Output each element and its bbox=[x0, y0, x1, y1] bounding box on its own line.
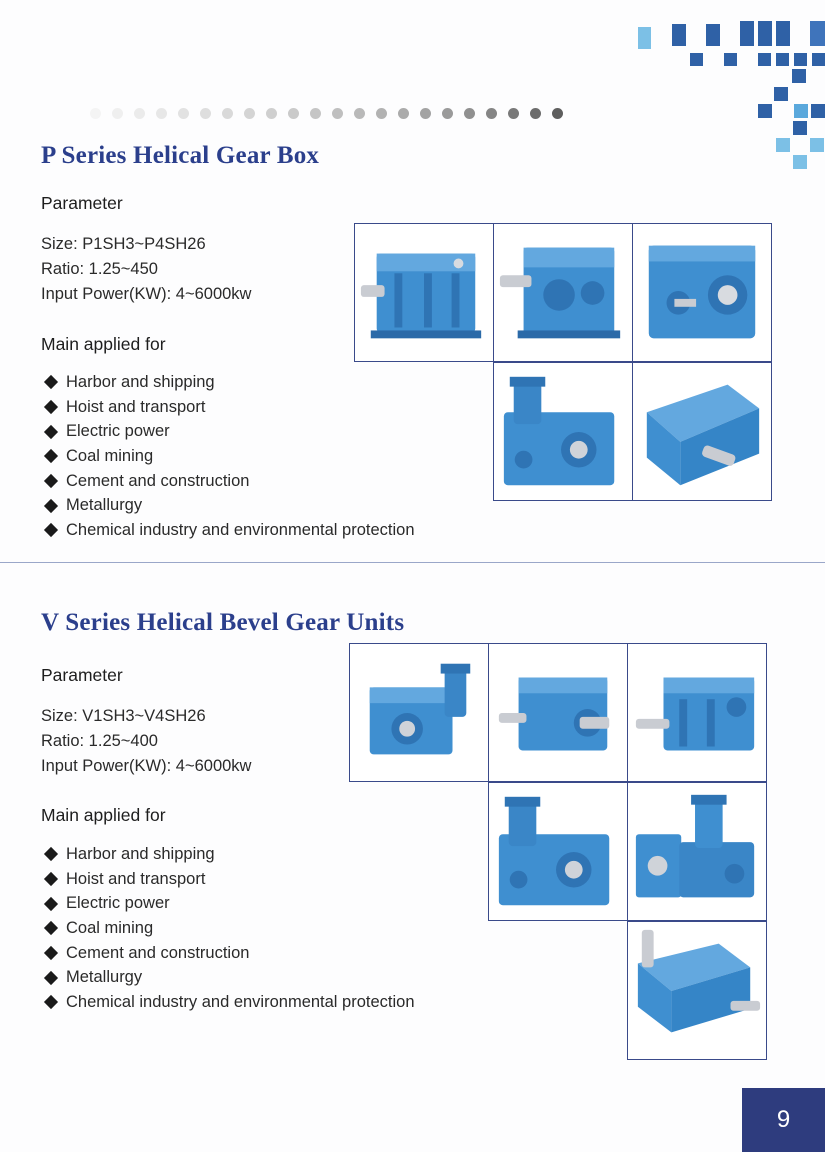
v-series-gearbox-photo-4 bbox=[488, 782, 628, 921]
list-item: Electric power bbox=[43, 891, 415, 916]
p-series-size: Size: P1SH3~P4SH26 bbox=[41, 235, 206, 253]
p-series-applied-heading: Main applied for bbox=[41, 334, 166, 354]
diamond-bullet-icon bbox=[44, 946, 58, 960]
diamond-bullet-icon bbox=[44, 971, 58, 985]
v-series-application-list bbox=[43, 842, 415, 1015]
p-series-gearbox-photo-1 bbox=[354, 223, 494, 362]
diamond-bullet-icon bbox=[44, 995, 58, 1009]
v-series-parameter-heading: Parameter bbox=[41, 665, 123, 685]
list-item: Cement and construction bbox=[43, 941, 415, 966]
list-item: Hoist and transport bbox=[43, 867, 415, 892]
v-series-parameters bbox=[41, 704, 251, 779]
v-series-applied-heading: Main applied for bbox=[41, 805, 166, 825]
p-series-gearbox-photo-5 bbox=[632, 362, 772, 501]
list-item: Harbor and shipping bbox=[43, 842, 415, 867]
diamond-bullet-icon bbox=[44, 449, 58, 463]
diamond-bullet-icon bbox=[44, 847, 58, 861]
diamond-bullet-icon bbox=[44, 897, 58, 911]
p-series-parameter-heading: Parameter bbox=[41, 193, 123, 213]
v-series-input-power: Input Power(KW): 4~6000kw bbox=[41, 757, 252, 775]
diamond-bullet-icon bbox=[44, 400, 58, 414]
list-item: Harbor and shipping bbox=[43, 370, 415, 395]
list-item: Coal mining bbox=[43, 916, 415, 941]
v-series-ratio: Ratio: 1.25~400 bbox=[41, 732, 158, 750]
list-item: Coal mining bbox=[43, 444, 415, 469]
diamond-bullet-icon bbox=[44, 474, 58, 488]
list-item: Metallurgy bbox=[43, 965, 415, 990]
diamond-bullet-icon bbox=[44, 872, 58, 886]
v-series-title: V Series Helical Bevel Gear Units bbox=[41, 609, 405, 636]
list-item: Chemical industry and environmental protection bbox=[43, 518, 415, 543]
diamond-bullet-icon bbox=[44, 523, 58, 537]
p-series-gearbox-photo-3 bbox=[632, 223, 772, 362]
p-series-ratio: Ratio: 1.25~450 bbox=[41, 260, 158, 278]
v-series-size: Size: V1SH3~V4SH26 bbox=[41, 707, 206, 725]
list-item: Metallurgy bbox=[43, 493, 415, 518]
list-item: Cement and construction bbox=[43, 469, 415, 494]
v-series-gearbox-photo-2 bbox=[488, 643, 628, 782]
p-series-input-power: Input Power(KW): 4~6000kw bbox=[41, 285, 252, 303]
p-series-gearbox-photo-4 bbox=[493, 362, 633, 501]
section-divider bbox=[0, 562, 825, 563]
decorative-dot-row bbox=[90, 108, 570, 122]
p-series-gearbox-photo-2 bbox=[493, 223, 633, 362]
list-item: Hoist and transport bbox=[43, 395, 415, 420]
diamond-bullet-icon bbox=[44, 375, 58, 389]
v-series-gearbox-photo-5 bbox=[627, 782, 767, 921]
diamond-bullet-icon bbox=[44, 499, 58, 513]
v-series-gearbox-photo-1 bbox=[349, 643, 489, 782]
p-series-parameters bbox=[41, 232, 251, 307]
v-series-gearbox-photo-6 bbox=[627, 921, 767, 1060]
p-series-title: P Series Helical Gear Box bbox=[41, 142, 320, 169]
page-number: 9 bbox=[742, 1088, 825, 1152]
diamond-bullet-icon bbox=[44, 425, 58, 439]
list-item: Electric power bbox=[43, 419, 415, 444]
p-series-application-list bbox=[43, 370, 415, 543]
v-series-gearbox-photo-3 bbox=[627, 643, 767, 782]
diamond-bullet-icon bbox=[44, 921, 58, 935]
list-item: Chemical industry and environmental protection bbox=[43, 990, 415, 1015]
